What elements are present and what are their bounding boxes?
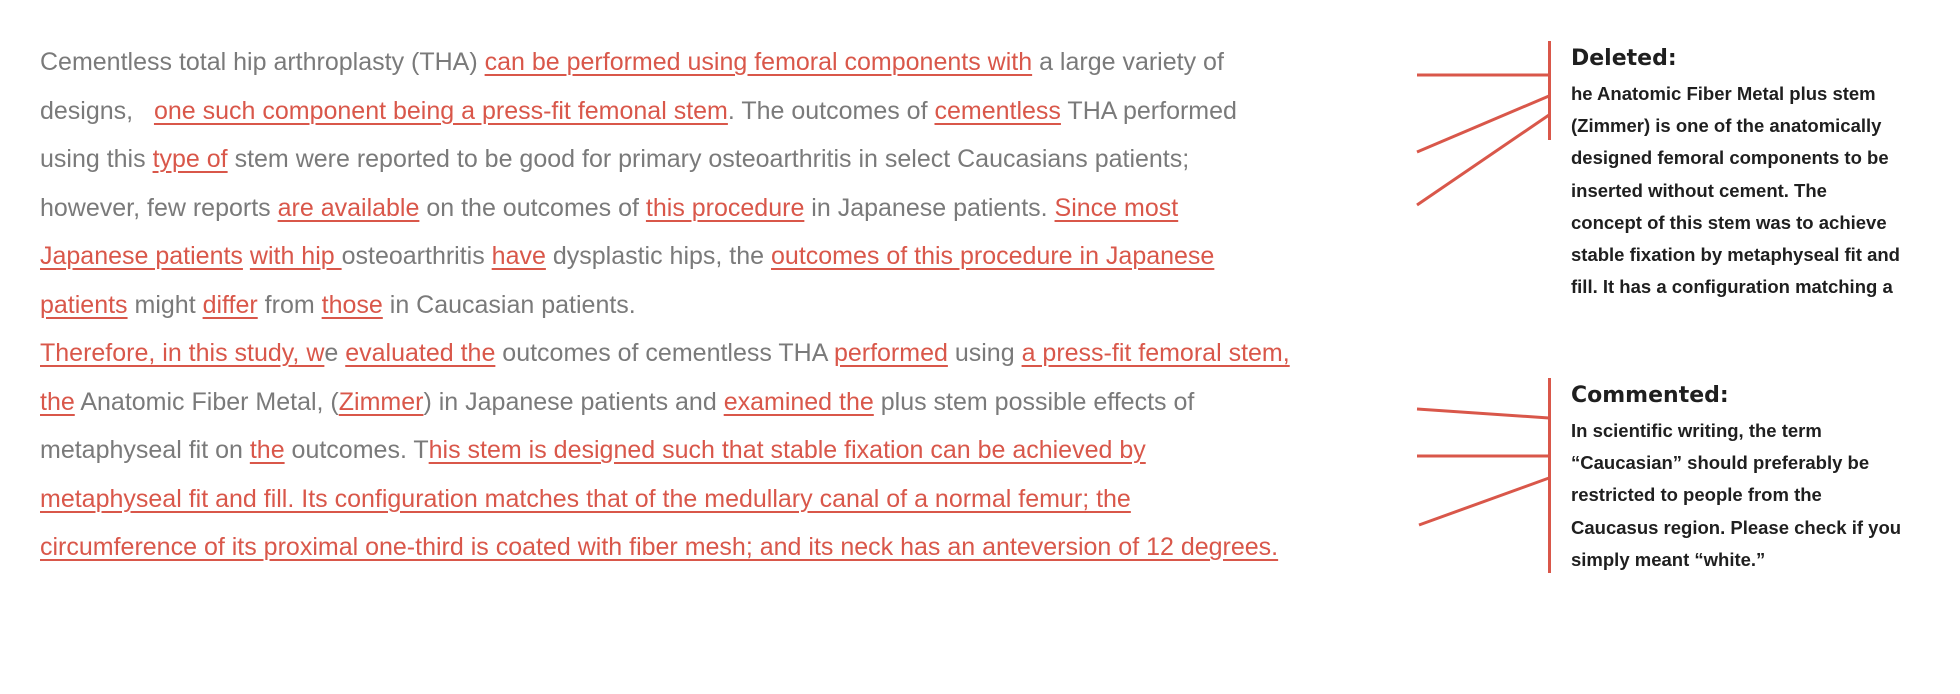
note-line: “Caucasian” should preferably be xyxy=(1571,452,1870,474)
note-line: simply meant “white.” xyxy=(1571,548,1766,570)
note-line: concept of this stem was to achieve xyxy=(1571,211,1887,233)
note-line: stable fixation by metaphyseal fit and xyxy=(1571,244,1900,266)
text-run: ) in Japanese patients and xyxy=(423,387,724,416)
note-line: restricted to people from the xyxy=(1571,484,1822,506)
text-line-5 xyxy=(40,232,1420,281)
text-run: in Caucasian patients. xyxy=(382,290,636,319)
text-run: osteoarthritis xyxy=(341,242,492,270)
text-run: stem were reported to be good for primary osteoarthritis in select Caucasians patients; xyxy=(227,145,1190,173)
text-run: Cementless total hip arthroplasty (THA) xyxy=(40,48,485,76)
deleted-note-title: Deleted: xyxy=(1571,46,1677,71)
text-line-10 xyxy=(40,475,1420,524)
connector-line-deleted-3 xyxy=(1417,115,1549,205)
tracked-insertion[interactable]: one such component being a press-fit femonal stem xyxy=(153,96,728,125)
note-line: In scientific writing, the term xyxy=(1571,420,1822,441)
tracked-insertion[interactable]: the xyxy=(40,387,75,416)
deleted-note-body xyxy=(1571,78,1951,303)
text-line-3 xyxy=(40,135,1420,184)
tracked-insertion[interactable]: performed xyxy=(833,339,948,367)
connector-line-comment-3 xyxy=(1419,478,1549,525)
comment-note-body xyxy=(1571,415,1951,576)
comment-note-title: Commented: xyxy=(1571,383,1729,408)
text-run: might xyxy=(127,290,203,319)
tracked-insertion[interactable]: type of xyxy=(152,145,228,173)
text-run: THA performed xyxy=(1060,96,1237,125)
text-line-8 xyxy=(40,378,1420,427)
text-run: in Japanese patients. xyxy=(804,193,1055,222)
text-line-7 xyxy=(40,329,1420,378)
note-line: fill. It has a configuration matching a xyxy=(1571,276,1893,298)
connector-line-deleted-2 xyxy=(1417,96,1549,152)
deleted-note-bracket xyxy=(1548,41,1551,140)
note-line: designed femoral components to be xyxy=(1571,147,1889,169)
note-line: (Zimmer) is one of the anatomically xyxy=(1571,115,1882,137)
text-line-6 xyxy=(40,281,1420,330)
text-run: on the outcomes of xyxy=(419,193,646,222)
tracked-insertion[interactable]: Japanese patients xyxy=(40,242,243,270)
tracked-insertion[interactable]: metaphyseal fit and fill. Its configuration matches that of the medullary canal of a normal femur; the xyxy=(40,484,1131,513)
tracked-insertion[interactable]: this procedure xyxy=(645,193,805,222)
tracked-insertion[interactable]: cementless xyxy=(934,96,1061,125)
note-line: he Anatomic Fiber Metal plus stem xyxy=(1571,83,1876,104)
text-run: Anatomic Fiber Metal, ( xyxy=(74,387,339,416)
tracked-insertion[interactable]: the xyxy=(249,436,285,464)
tracked-insertion[interactable]: Therefore, in this study, w xyxy=(40,339,325,367)
text-line-11 xyxy=(40,523,1420,572)
text-run: . The outcomes of xyxy=(727,96,935,125)
text-line-1 xyxy=(40,38,1420,87)
tracked-insertion[interactable]: those xyxy=(321,290,383,319)
text-line-9 xyxy=(40,426,1420,475)
tracked-insertion[interactable]: evaluated the xyxy=(345,339,496,367)
comment-note-bracket xyxy=(1548,378,1551,573)
text-run: using xyxy=(947,339,1022,367)
note-line: inserted without cement. The xyxy=(1571,179,1827,201)
text-run: a large variety of xyxy=(1032,48,1224,76)
text-run: e xyxy=(324,339,346,367)
tracked-insertion[interactable]: his stem is designed such that stable fixation can be achieved by xyxy=(428,436,1146,464)
text-run: designs, xyxy=(40,96,154,125)
tracked-insertion[interactable]: patients xyxy=(40,290,128,319)
tracked-insertion[interactable]: are available xyxy=(277,193,420,222)
document-body xyxy=(40,38,1420,572)
text-run: outcomes of cementless THA xyxy=(495,339,834,367)
text-line-4 xyxy=(40,184,1420,233)
tracked-insertion[interactable]: circumference of its proximal one-third is coated with fiber mesh; and its neck has an anteversion of 12 degrees. xyxy=(40,533,1279,561)
text-line-2 xyxy=(40,87,1420,136)
comment-note[interactable] xyxy=(1571,381,1951,576)
tracked-insertion[interactable]: with hip xyxy=(249,242,342,270)
tracked-insertion[interactable]: differ xyxy=(202,290,258,319)
text-run: dysplastic hips, the xyxy=(545,242,772,270)
deleted-note[interactable] xyxy=(1571,44,1951,303)
tracked-insertion[interactable]: can be performed using femoral components with xyxy=(484,48,1033,76)
tracked-insertion[interactable]: Since most xyxy=(1054,193,1179,222)
text-run: plus stem possible effects of xyxy=(873,387,1195,416)
tracked-insertion[interactable]: a press-fit femoral stem, xyxy=(1021,339,1290,367)
connector-line-comment-1 xyxy=(1417,409,1549,418)
text-run: from xyxy=(257,290,322,319)
text-run: however, few reports xyxy=(40,193,278,222)
text-run: outcomes. T xyxy=(284,436,429,464)
text-run xyxy=(243,242,250,270)
tracked-insertion[interactable]: have xyxy=(491,242,546,270)
note-line: Caucasus region. Please check if you xyxy=(1571,516,1902,538)
tracked-insertion[interactable]: examined the xyxy=(723,387,874,416)
tracked-insertion[interactable]: Zimmer xyxy=(338,387,424,416)
text-run: metaphyseal fit on xyxy=(40,436,250,464)
text-run: using this xyxy=(40,145,153,173)
tracked-insertion[interactable]: outcomes of this procedure in Japanese xyxy=(771,242,1215,270)
